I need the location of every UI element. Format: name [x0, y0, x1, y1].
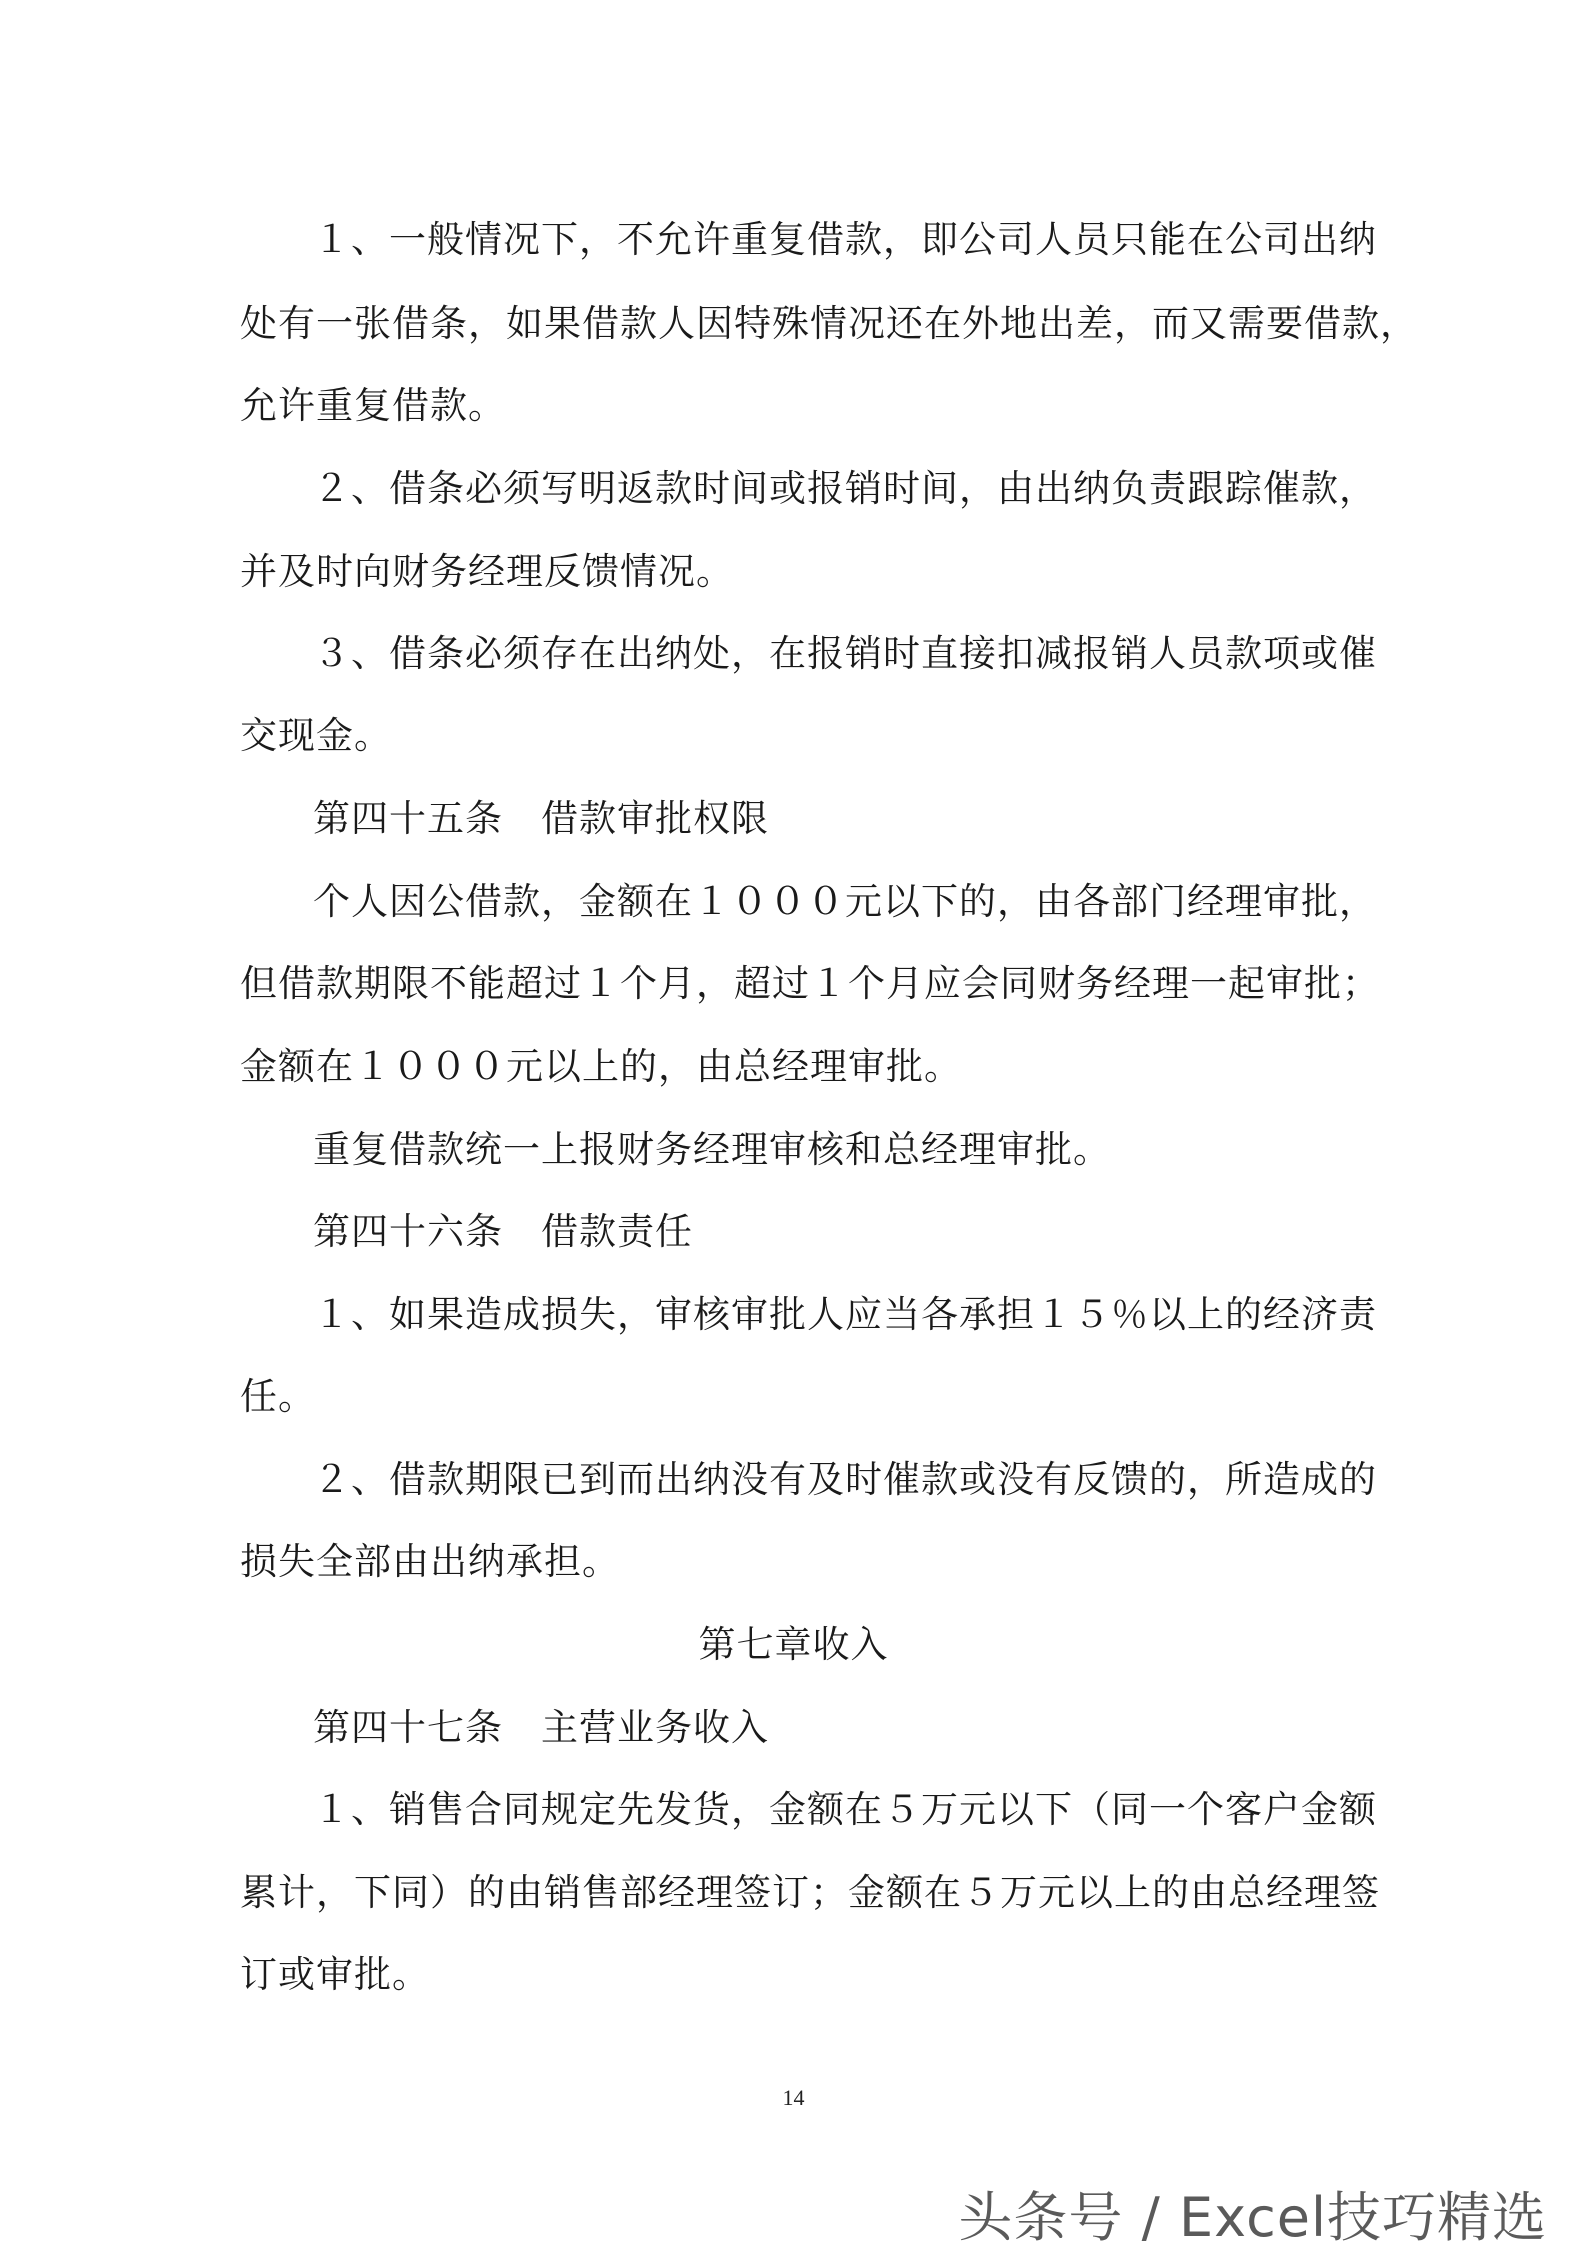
paragraph-line: 并及时向财务经理反馈情况。	[240, 550, 734, 593]
paragraph-line: 任。	[240, 1375, 316, 1418]
paragraph-line: １、一般情况下，不允许重复借款，即公司人员只能在公司出纳	[313, 218, 1377, 261]
paragraph-line: 交现金。	[240, 714, 392, 757]
paragraph-line: 但借款期限不能超过１个月，超过１个月应会同财务经理一起审批；	[240, 962, 1380, 1005]
paragraph-line: 重复借款统一上报财务经理审核和总经理审批。	[313, 1128, 1111, 1171]
paragraph-line: 处有一张借条，如果借款人因特殊情况还在外地出差，而又需要借款，	[240, 302, 1418, 345]
paragraph-line: ２、借条必须写明返款时间或报销时间，由出纳负责跟踪催款，	[313, 467, 1377, 510]
paragraph-line: ２、借款期限已到而出纳没有及时催款或没有反馈的，所造成的	[313, 1458, 1377, 1501]
article-heading: 第四十五条 借款审批权限	[313, 797, 769, 840]
paragraph-line: ３、借条必须存在出纳处，在报销时直接扣减报销人员款项或催	[313, 632, 1377, 675]
paragraph-line: 个人因公借款，金额在１０００元以下的，由各部门经理审批，	[313, 880, 1377, 923]
paragraph-line: 订或审批。	[240, 1953, 430, 1996]
page-number: 14	[782, 2085, 805, 2110]
paragraph-line: 损失全部由出纳承担。	[240, 1540, 620, 1583]
paragraph-line: １、销售合同规定先发货，金额在５万元以下（同一个客户金额	[313, 1788, 1377, 1831]
paragraph-line: １、如果造成损失，审核审批人应当各承担１５％以上的经济责	[313, 1293, 1377, 1336]
watermark: 头条号 / Excel技巧精选	[958, 2186, 1547, 2249]
article-heading: 第四十七条 主营业务收入	[313, 1706, 769, 1749]
paragraph-line: 累计，下同）的由销售部经理签订；金额在５万元以上的由总经理签	[240, 1871, 1380, 1914]
chapter-heading: 第七章收入	[698, 1623, 889, 1666]
article-heading: 第四十六条 借款责任	[313, 1210, 693, 1253]
paragraph-line: 金额在１０００元以上的，由总经理审批。	[240, 1045, 962, 1088]
paragraph-line: 允许重复借款。	[240, 384, 506, 427]
